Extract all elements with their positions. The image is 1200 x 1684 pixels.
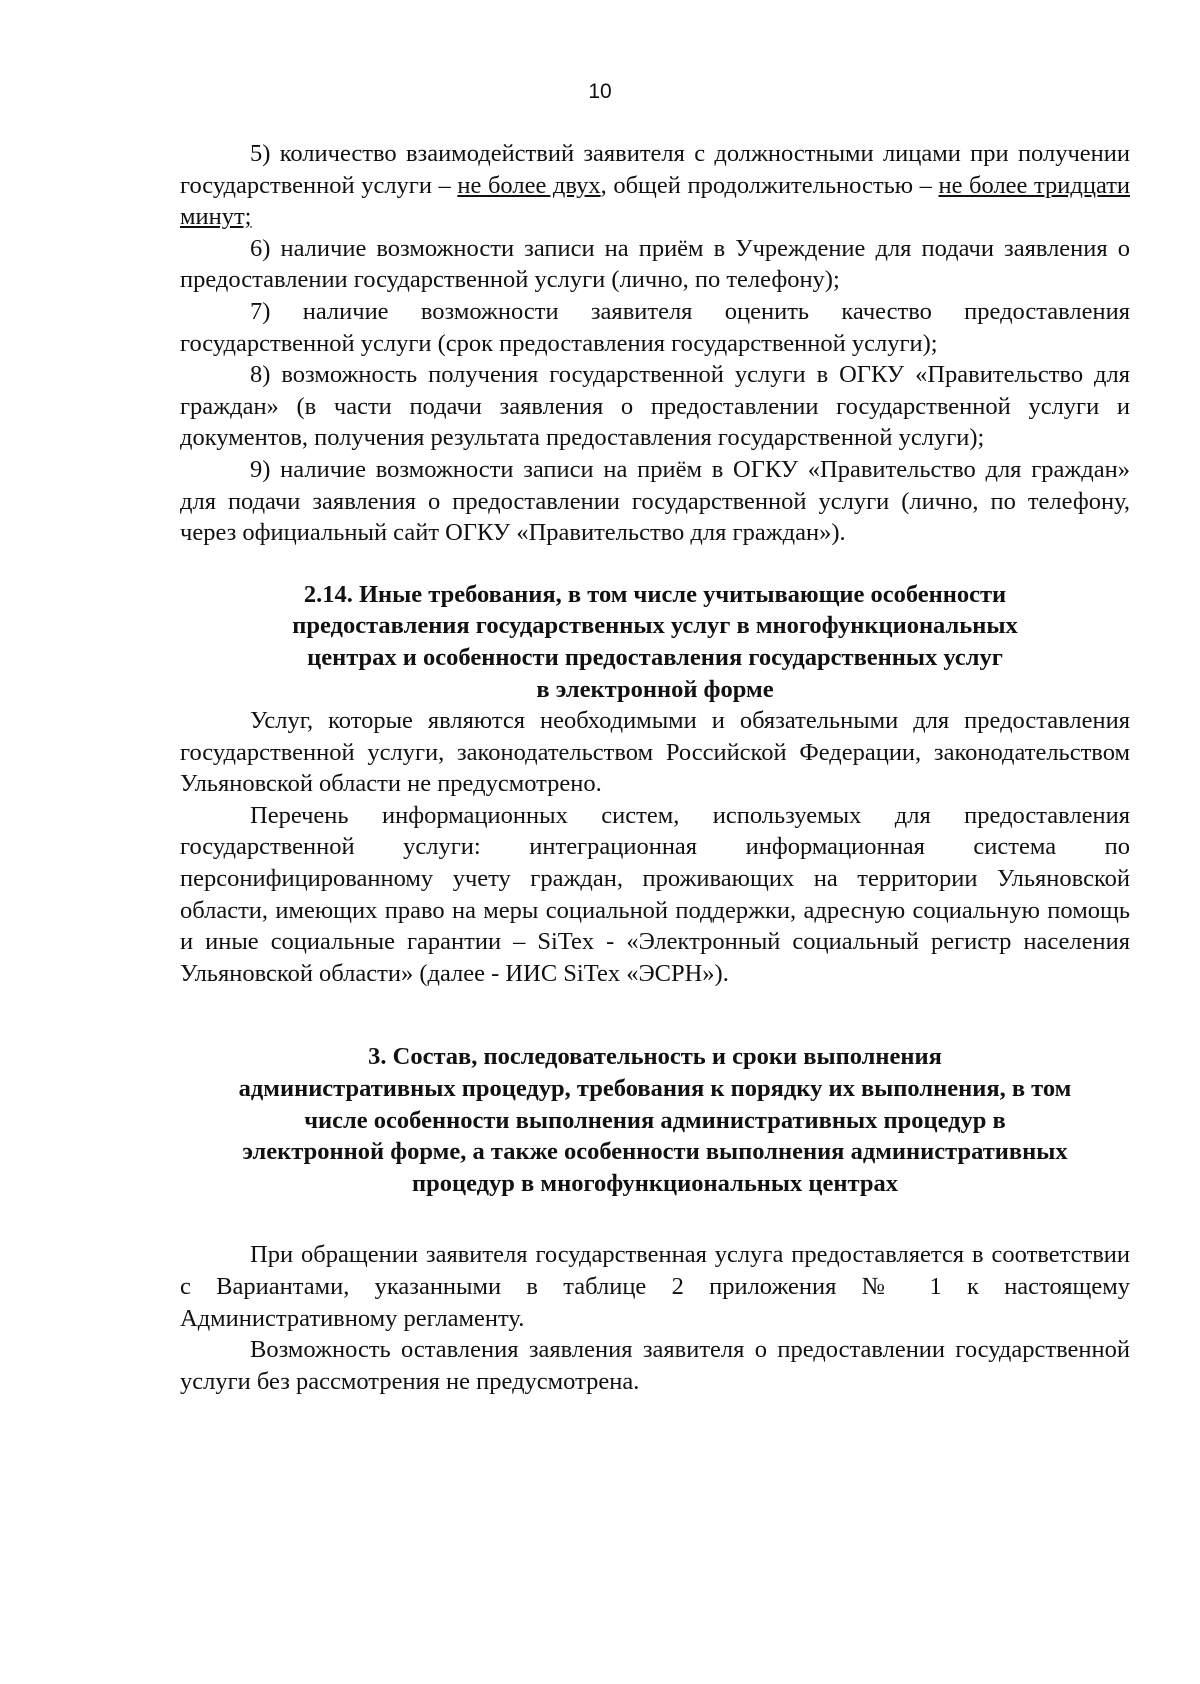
- heading-line: числе особенности выполнения административных процедур в: [304, 1106, 1006, 1134]
- heading-line: процедур в многофункциональных центрах: [411, 1169, 898, 1197]
- section-3-paragraph-1: При обращении заявителя государственная услуга предоставляется в соответствии с Вариантами, указанными в таблице 2 приложения № 1 к настоящему Административному регламенту.: [180, 1241, 1130, 1332]
- heading-line: административных процедур, требования к порядку их выполнения, в том: [238, 1075, 1072, 1103]
- list-item-5: [180, 138, 1130, 233]
- heading-line: предоставления государственных услуг в многофункциональных: [292, 612, 1018, 640]
- heading-line: 2.14. Иные требования, в том числе учитывающие особенности: [303, 580, 1007, 608]
- heading-line: центрах и особенности предоставления государственных услуг: [307, 643, 1003, 671]
- section-2-14-paragraph-2: Перечень информационных систем, используемых для предоставления государственной услуги: интеграционная информационная система по персонифицированному учету граждан, проживающих на территории Ульяновской области, имеющих право на меры социальной поддержки, адресную социальную помощь и иные социальные гарантии – SiTex - «Электронный социальный регистр населения Ульяновской области» (далее - ИИС SiTex «ЭСРН»).: [180, 801, 1130, 987]
- heading-line: 3. Состав, последовательность и сроки выполнения: [368, 1043, 942, 1071]
- item-5-text-a: 5) количество взаимодействий заявителя с должностными лицами при получении государственной услуги –: [180, 140, 1130, 199]
- section-3-heading: [180, 1041, 1130, 1199]
- item-5-text-b: , общей продолжительностью –: [600, 171, 939, 199]
- section-3-paragraph-2: Возможность оставления заявления заявителя о предоставлении государственной услуги без рассмотрения не предусмотрена.: [180, 1336, 1130, 1395]
- heading-line: в электронной форме: [536, 675, 774, 703]
- list-item-9: 9) наличие возможности записи на приём в ОГКУ «Правительство для граждан» для подачи заявления о предоставлении государственной услуги (лично, по телефону, через официальный сайт ОГКУ «Правительство для граждан»).: [180, 455, 1130, 547]
- item-5-underlined-count: не более двух: [457, 171, 601, 199]
- list-item-7: 7) наличие возможности заявителя оценить качество предоставления государственной услуги (срок предоставления государственной услуги);: [180, 297, 1130, 357]
- page-number: 10: [588, 80, 612, 103]
- heading-line: электронной форме, а также особенности выполнения административных: [242, 1138, 1068, 1166]
- item-5-underlined-duration: не более тридцати минут;: [180, 171, 1131, 231]
- list-item-6: 6) наличие возможности записи на приём в Учреждение для подачи заявления о предоставлении государственной услуги (лично, по телефону);: [180, 234, 1130, 294]
- list-item-8: 8) возможность получения государственной услуги в ОГКУ «Правительство для граждан» (в части подачи заявления о предоставлении государственной услуги и документов, получения результата предоставления государственной услуги);: [180, 361, 1130, 452]
- document-body: [180, 138, 1130, 1397]
- section-2-14-paragraph-1: Услуг, которые являются необходимыми и обязательными для предоставления государственной услуги, законодательством Российской Федерации, законодательством Ульяновской области не предусмотрено.: [180, 707, 1130, 798]
- section-2-14-heading: [180, 579, 1130, 705]
